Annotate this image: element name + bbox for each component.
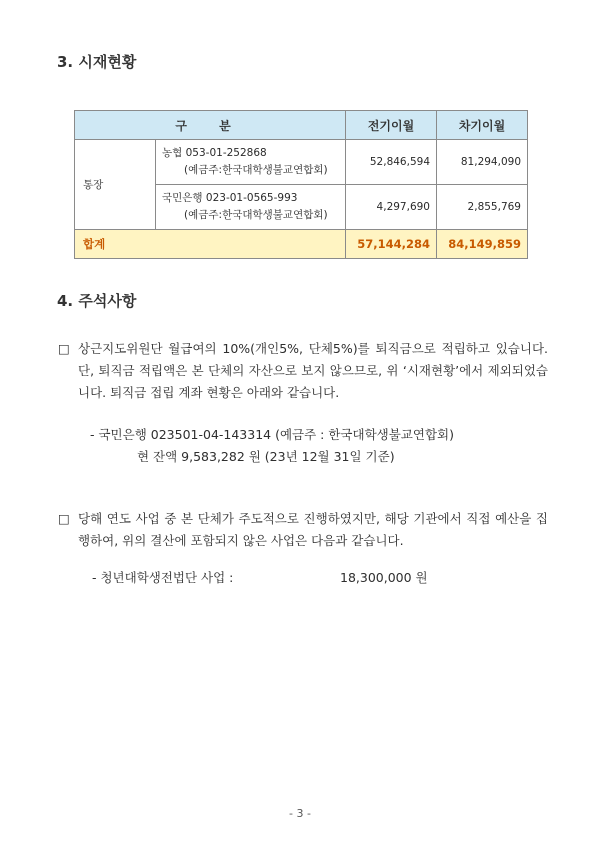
note-text: 당해 연도 사업 중 본 단체가 주도적으로 진행하였지만, 해당 기관에서 직접 예산을 집행하여, 위의 결산에 포함되지 않은 사업은 다음과 같습니다. — [78, 511, 548, 548]
total-label: 합계 — [75, 230, 346, 259]
project-name: - 청년대학생전법단 사업 : — [92, 570, 234, 585]
section-title-notes: 4. 주석사항 — [57, 292, 137, 310]
account-info — [156, 185, 346, 230]
account-holder-line: (예금주:한국대학생불교연합회) — [184, 164, 328, 176]
note-text: 상근지도위원단 월급여의 10%(개인5%, 단체5%)를 퇴직금으로 적립하고 있습니다. 단, 퇴직금 적립액은 본 단체의 자산으로 보지 않으므로, 위 ‘시재현황’에서 제외되었습니다. 퇴직금 접립 계좌 현황은 아래와 같습니다. — [78, 341, 548, 400]
pension-balance-line: 현 잔액 9,583,282 원 (23년 12월 31일 기준) — [137, 449, 395, 464]
total-prev: 57,144,284 — [346, 230, 437, 259]
cash-status-table — [74, 110, 528, 259]
note-external-projects — [58, 508, 548, 552]
checkbox-square-icon: □ — [58, 341, 70, 356]
project-amount: 18,300,000 원 — [340, 570, 428, 585]
table-header-row — [75, 111, 528, 140]
bank-account-line: 국민은행 023-01-0565-993 — [162, 192, 298, 204]
total-row — [75, 230, 528, 259]
header-next-carryover: 차기이월 — [437, 111, 528, 140]
pension-account-line: - 국민은행 023501-04-143314 (예금주 : 한국대학생불교연합회) — [90, 427, 454, 442]
account-holder-line: (예금주:한국대학생불교연합회) — [184, 209, 328, 221]
prev-value: 4,297,690 — [346, 185, 437, 230]
next-value: 2,855,769 — [437, 185, 528, 230]
page-number: - 3 - — [289, 807, 311, 820]
total-next: 84,149,859 — [437, 230, 528, 259]
checkbox-square-icon: □ — [58, 511, 70, 526]
header-prev-carryover: 전기이월 — [346, 111, 437, 140]
section-title-cash-status: 3. 시재현황 — [57, 53, 137, 71]
bank-account-line: 농협 053-01-252868 — [162, 147, 267, 159]
prev-value: 52,846,594 — [346, 140, 437, 185]
next-value: 81,294,090 — [437, 140, 528, 185]
header-division: 구 분 — [75, 111, 346, 140]
category-bankbook: 통장 — [75, 140, 156, 230]
account-info — [156, 140, 346, 185]
table-row — [75, 140, 528, 185]
note-retirement-fund — [58, 338, 548, 404]
